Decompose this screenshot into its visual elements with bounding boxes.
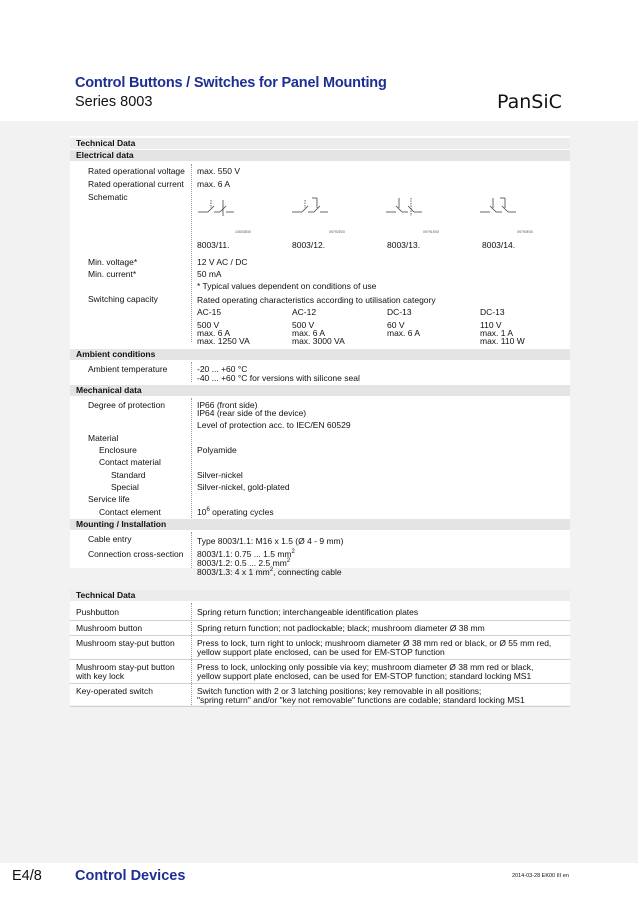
row-divider [70, 706, 570, 707]
category-2-power: max. 3000 VA [292, 336, 345, 346]
switching-capacity-desc: Rated operating characteristics according to utilisation category [197, 295, 436, 305]
ambient-temp-value-2: -40 ... +60 °C for versions with silicone seal [197, 373, 360, 383]
schematic-8003-12 [290, 194, 350, 228]
category-name-4: DC-13 [480, 307, 505, 317]
row-divider [70, 620, 570, 621]
row-keyswitch-label: Key-operated switch [76, 686, 154, 696]
category-name-3: DC-13 [387, 307, 412, 317]
technical-data-table-2 [70, 590, 570, 705]
schematic-8003-14 [478, 194, 538, 228]
column-divider [191, 164, 192, 342]
schematic-code-3: 09791E00 [423, 230, 439, 234]
row-divider [70, 683, 570, 684]
row-keyswitch-value-2: "spring return" and/or "key not removable" functions are codable; standard locking MS1 [197, 695, 525, 705]
cable-entry-value: Type 8003/1.1: M16 x 1.5 (Ø 4 - 9 mm) [197, 536, 344, 546]
special-label: Special [111, 482, 139, 492]
cross-section-value-1: 8003/1.1: 0.75 ... 1.5 $mm^2$ [197, 549, 295, 559]
protection-value-3: Level of protection acc. to IEC/EN 60529 [197, 420, 351, 430]
category-2-current: max. 6 A [292, 328, 326, 338]
row-stayput-key-value-2: yellow support plate enclosed, can be used for EM-STOP function; standard locking MS1 [197, 671, 532, 681]
rated-current-value: max. 6 A [197, 179, 231, 189]
table-heading: Technical Data [70, 138, 570, 149]
page-title: Control Buttons / Switches for Panel Mounting [75, 75, 387, 91]
min-voltage-value: 12 V AC / DC [197, 257, 248, 267]
category-3-voltage: 60 V [387, 320, 405, 330]
special-value: Silver-nickel, gold-plated [197, 482, 290, 492]
category-1-voltage: 500 V [197, 320, 220, 330]
row-divider [70, 635, 570, 636]
category-1-current: max. 6 A [197, 328, 231, 338]
protection-label: Degree of protection [88, 400, 166, 410]
standard-value: Silver-nickel [197, 470, 243, 480]
rated-voltage-label: Rated operational voltage [88, 166, 185, 176]
enclosure-value: Polyamide [197, 445, 237, 455]
schematic-name-2: 8003/12. [292, 240, 326, 250]
cross-section-value-3: 8003/1.3: 4 x 1 $mm^2$, connecting cable [197, 567, 342, 577]
rated-current-label: Rated operational current [88, 179, 184, 189]
switching-capacity-label: Switching capacity [88, 294, 158, 304]
cross-section-label: Connection cross-section [88, 549, 184, 559]
row-stayput-value-1: Press to lock, turn right to unlock; mushroom diameter Ø 38 mm red or black, or Ø 55 mm red, [197, 638, 552, 648]
schematic-name-3: 8003/13. [387, 240, 421, 250]
min-voltage-label: Min. voltage* [88, 257, 138, 267]
contact-element-label: Contact element [99, 507, 161, 517]
row-stayput-key-label-1: Mushroom stay-put button [76, 662, 175, 672]
cable-entry-label: Cable entry [88, 534, 132, 544]
row-divider [70, 659, 570, 660]
schematic-label: Schematic [88, 192, 128, 202]
svg-text:PanSiC: PanSiC [497, 91, 562, 113]
category-name-2: AC-12 [292, 307, 317, 317]
ambient-conditions-heading: Ambient conditions [70, 349, 570, 360]
row-pushbutton-value: Spring return function; interchangeable identification plates [197, 607, 419, 617]
pansic-logo [497, 88, 577, 114]
schematic-code-2: 09792E00 [329, 230, 345, 234]
min-current-label: Min. current* [88, 269, 137, 279]
ambient-temp-value-1: -20 ... +60 °C [197, 364, 248, 374]
protection-value-2: IP64 (rear side of the device) [197, 408, 307, 418]
footnote: * Typical values dependent on conditions of use [197, 281, 377, 291]
schematic-8003-13 [384, 194, 444, 228]
row-stayput-value-2: yellow support plate enclosed, can be used for EM-STOP function [197, 647, 445, 657]
footer-date-code: 2014-03-28 EK00 III en [512, 873, 569, 879]
enclosure-label: Enclosure [99, 445, 137, 455]
category-2-voltage: 500 V [292, 320, 315, 330]
page-code: E4/8 [12, 868, 42, 884]
ambient-temp-label: Ambient temperature [88, 364, 168, 374]
column-divider [191, 603, 192, 705]
column-divider [191, 532, 192, 568]
row-pushbutton-label: Pushbutton [76, 607, 120, 617]
schematic-code-4: 09790E00 [517, 230, 533, 234]
row-keyswitch-value-1: Switch function with 2 or 3 latching positions; key removable in all positions; [197, 686, 482, 696]
column-divider [191, 398, 192, 518]
mechanical-data-heading: Mechanical data [70, 385, 570, 396]
table2-heading: Technical Data [70, 590, 570, 601]
schematic-code-1: 10503E00 [235, 230, 251, 234]
material-label: Material [88, 433, 119, 443]
footer-section-title: Control Devices [75, 868, 186, 884]
standard-label: Standard [111, 470, 146, 480]
category-4-power: max. 110 W [480, 336, 525, 346]
column-divider [191, 362, 192, 382]
schematic-name-4: 8003/14. [482, 240, 516, 250]
contact-element-value: $10^6$ operating cycles [197, 507, 274, 517]
row-mushroom-label: Mushroom button [76, 623, 143, 633]
category-4-voltage: 110 V [480, 320, 502, 330]
mounting-installation-heading: Mounting / Installation [70, 519, 570, 530]
min-current-value: 50 mA [197, 269, 222, 279]
page-subtitle: Series 8003 [75, 94, 153, 110]
category-1-power: max. 1250 VA [197, 336, 250, 346]
contact-material-label: Contact material [99, 457, 161, 467]
schematic-8003-11 [196, 194, 256, 228]
schematic-name-1: 8003/11. [197, 240, 230, 250]
cross-section-value-2: 8003/1.2: 0.5 ... 2.5 $mm^2$ [197, 558, 291, 568]
row-stayput-key-value-1: Press to lock, unlocking only possible via key; mushroom diameter Ø 38 mm red or black, [197, 662, 534, 672]
service-life-label: Service life [88, 494, 130, 504]
row-mushroom-value: Spring return function; not padlockable; black; mushroom diameter Ø 38 mm [197, 623, 485, 633]
rated-voltage-value: max. 550 V [197, 166, 240, 176]
category-name-1: AC-15 [197, 307, 222, 317]
technical-data-table [70, 136, 570, 577]
row-stayput-label: Mushroom stay-put button [76, 638, 175, 648]
category-4-current: max. 1 A [480, 328, 514, 338]
protection-value-1: IP66 (front side) [197, 400, 258, 410]
category-3-current: max. 6 A [387, 328, 421, 338]
electrical-data-heading: Electrical data [70, 150, 570, 161]
row-stayput-key-label-2: with key lock [76, 671, 125, 681]
